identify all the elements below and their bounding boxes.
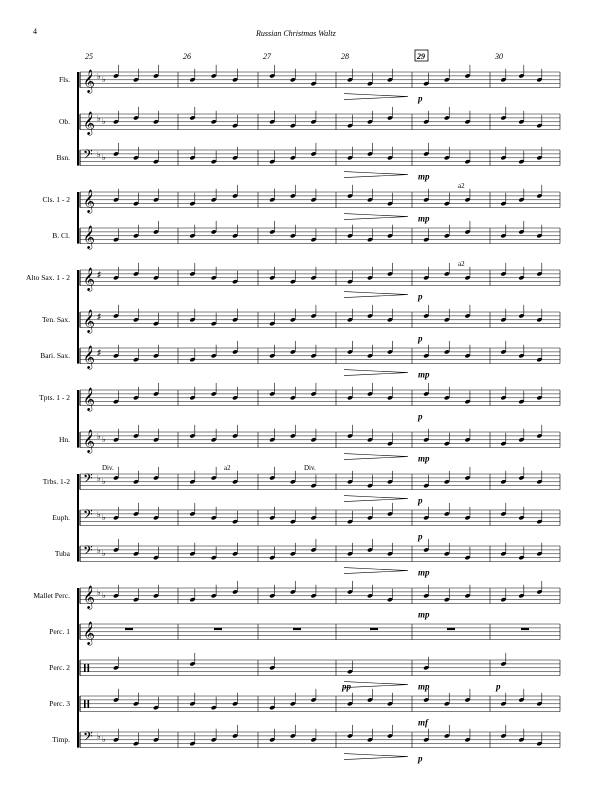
- dynamic-marking: mp: [418, 213, 430, 224]
- dynamic-marking: mp: [418, 171, 430, 182]
- treble-clef-icon: 𝄞: [83, 344, 95, 369]
- decrescendo-hairpin: [344, 682, 408, 688]
- dynamic-marking: p: [418, 93, 423, 104]
- page-title: Russian Christmas Waltz: [256, 29, 336, 38]
- bass-clef-icon: 𝄢: [83, 507, 93, 525]
- key-signature-accidental: ♭: [97, 732, 101, 741]
- treble-clef-icon: 𝄞: [83, 68, 95, 93]
- key-signature-accidental: ♭: [97, 474, 101, 483]
- dynamic-marking: p: [418, 753, 423, 764]
- dynamic-marking: p: [418, 291, 423, 302]
- key-signature-accidental: ♯: [97, 312, 101, 321]
- treble-clef-icon: 𝄞: [83, 188, 95, 213]
- decrescendo-hairpin: [344, 172, 408, 178]
- instrument-label: Perc. 2: [49, 663, 70, 672]
- decrescendo-hairpin: [344, 94, 408, 100]
- whole-rest: [447, 628, 455, 630]
- decrescendo-hairpin: [344, 568, 408, 574]
- instrument-label: Hn.: [58, 435, 70, 444]
- treble-clef-icon: 𝄞: [83, 266, 95, 291]
- whole-rest: [521, 628, 529, 630]
- treble-clef-icon: 𝄞: [83, 620, 95, 645]
- treble-clef-icon: 𝄞: [83, 584, 95, 609]
- bass-clef-icon: 𝄢: [83, 471, 93, 489]
- whole-rest: [293, 628, 301, 630]
- measure-number: 25: [85, 52, 93, 61]
- decrescendo-hairpin: [344, 496, 408, 502]
- performance-direction: a2: [458, 182, 465, 190]
- performance-direction: a2: [224, 464, 231, 472]
- dynamic-marking: p: [496, 681, 501, 692]
- measure-number: 26: [183, 52, 191, 61]
- whole-rest: [370, 628, 378, 630]
- instrument-label: Perc. 1: [49, 627, 70, 636]
- key-signature-accidental: ♭: [97, 150, 101, 159]
- dynamic-marking: p: [418, 531, 423, 542]
- instrument-label: Mallet Perc.: [33, 591, 70, 600]
- performance-direction: Div.: [102, 464, 114, 472]
- dynamic-marking: mp: [418, 453, 430, 464]
- treble-clef-icon: 𝄞: [83, 428, 95, 453]
- whole-rest: [214, 628, 222, 630]
- dynamic-marking: pp: [342, 681, 351, 692]
- dynamic-marking: p: [418, 333, 423, 344]
- key-signature-accidental: ♭: [102, 153, 106, 162]
- key-signature-accidental: ♭: [97, 432, 101, 441]
- key-signature-accidental: ♭: [102, 75, 106, 84]
- key-signature-accidental: ♭: [97, 114, 101, 123]
- page-number: 4: [33, 27, 37, 36]
- key-signature-accidental: ♭: [97, 510, 101, 519]
- decrescendo-hairpin: [344, 454, 408, 460]
- percussion-clef-icon: [84, 664, 86, 672]
- dynamic-marking: p: [418, 411, 423, 422]
- percussion-clef-icon: [84, 700, 86, 708]
- key-signature-accidental: ♭: [102, 117, 106, 126]
- dynamic-marking: mp: [418, 567, 430, 578]
- bass-clef-icon: 𝄢: [83, 729, 93, 747]
- dynamic-marking: p: [418, 495, 423, 506]
- instrument-label: B. Cl.: [52, 231, 70, 240]
- dynamic-marking: mp: [418, 681, 430, 692]
- key-signature-accidental: ♭: [102, 513, 106, 522]
- treble-clef-icon: 𝄞: [83, 386, 95, 411]
- decrescendo-hairpin: [344, 292, 408, 298]
- instrument-label: Trbs. 1-2: [42, 477, 70, 486]
- measure-number: 29: [417, 52, 425, 61]
- instrument-label: Fls.: [58, 75, 70, 84]
- instrument-label: Ob.: [58, 117, 70, 126]
- instrument-label: Cls. 1 - 2: [42, 195, 70, 204]
- performance-direction: Div.: [304, 464, 316, 472]
- instrument-label: Bsn.: [56, 153, 70, 162]
- instrument-label: Bari. Sax.: [40, 351, 70, 360]
- key-signature-accidental: ♭: [102, 477, 106, 486]
- instrument-label: Euph.: [52, 513, 70, 522]
- key-signature-accidental: ♭: [102, 591, 106, 600]
- whole-rest: [125, 628, 133, 630]
- bass-clef-icon: 𝄢: [83, 147, 93, 165]
- key-signature-accidental: ♭: [102, 735, 106, 744]
- key-signature-accidental: ♭: [97, 546, 101, 555]
- decrescendo-hairpin: [344, 370, 408, 376]
- percussion-clef-icon: [88, 664, 90, 672]
- treble-clef-icon: 𝄞: [83, 224, 95, 249]
- key-signature-accidental: ♭: [97, 588, 101, 597]
- performance-direction: a2: [458, 260, 465, 268]
- measure-number: 30: [495, 52, 503, 61]
- instrument-label: Ten. Sax.: [41, 315, 70, 324]
- percussion-clef-icon: [88, 700, 90, 708]
- treble-clef-icon: 𝄞: [83, 110, 95, 135]
- decrescendo-hairpin: [344, 754, 408, 760]
- measure-number: 27: [263, 52, 271, 61]
- bass-clef-icon: 𝄢: [83, 543, 93, 561]
- key-signature-accidental: ♭: [102, 549, 106, 558]
- instrument-label: Perc. 3: [49, 699, 70, 708]
- decrescendo-hairpin: [344, 214, 408, 220]
- key-signature-accidental: ♯: [97, 270, 101, 279]
- key-signature-accidental: ♭: [97, 72, 101, 81]
- dynamic-marking: mp: [418, 369, 430, 380]
- key-signature-accidental: ♭: [102, 435, 106, 444]
- instrument-label: Tpts. 1 - 2: [39, 393, 70, 402]
- treble-clef-icon: 𝄞: [83, 308, 95, 333]
- dynamic-marking: mp: [418, 609, 430, 620]
- dynamic-marking: mf: [418, 717, 428, 728]
- key-signature-accidental: ♯: [97, 348, 101, 357]
- instrument-label: Alto Sax. 1 - 2: [26, 273, 70, 282]
- instrument-label: Tuba: [54, 549, 70, 558]
- measure-number: 28: [341, 52, 349, 61]
- instrument-label: Timp.: [52, 735, 70, 744]
